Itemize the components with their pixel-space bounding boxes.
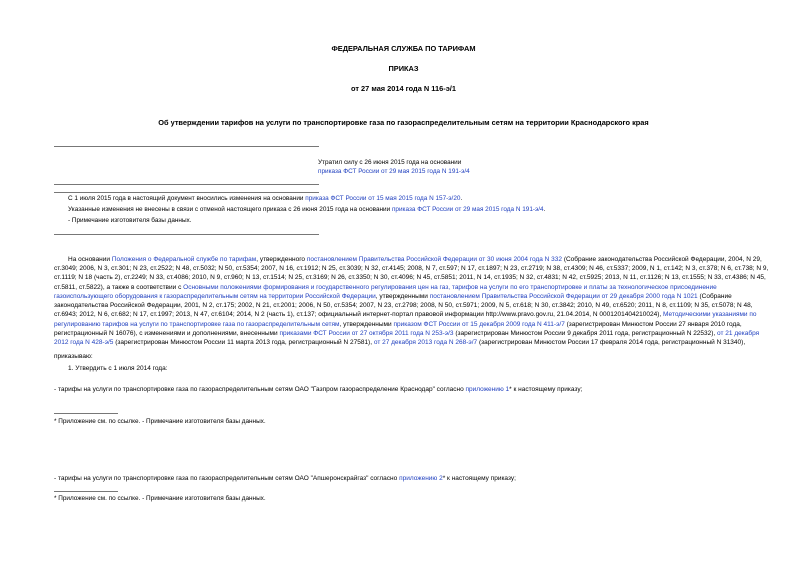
agency-name: ФЕДЕРАЛЬНАЯ СЛУЖБА ПО ТАРИФАМ <box>331 44 476 53</box>
p-text: (Собрание законодательства Российской Федерации, 2004, N 29, ст.3049; 2006, N 3, ст.301; N 23, ст.2522; N 48, ст.5032; N 50, ст.5354; 2007, N 16, ст.1912; N 25, ст.3039; N 32, ст.4145; 2008, N 7, ст.597; N 17, ст.1897; N 23, ст.2719; N 38, ст.4309; N 46, ст.5337; 2009, N 1, ст.142; N 3, ст.378; N 6, ст.738; N 9, ст.1119; N 18 (часть 2), ст.2249; N 33, ст.4086; 2010, N 9, ст.960; N 13, ст.1514; N 25, ст.3169; N 26, ст.3350; N 30, ст.4096; N 45, ст.5851; 2011, N 14, ст.1935; N 32, ст.4831; N 42, ст.5925; 2013, N 11, ст.1126; N 13, ст.1555; N 33, ст.4386; N 45, ст.5811, ст.5822), а также в соответствии с <box>54 256 769 291</box>
p-text: На основании <box>68 256 112 263</box>
link-basic-provisions[interactable]: Основными положениями формирования и государственного регулирования цен на газ, тарифов на услуги по его транспортировке и платы за технологическое присоединение газоиспользующего оборудования к газораспределительным сетям на территории Российской Федерации <box>54 283 717 300</box>
footnote-1: * Приложение см. по ссылке. - Примечание изготовителя базы данных. <box>54 418 266 425</box>
footnote-divider <box>54 491 118 492</box>
tariff-2-end: * к настоящему приказу; <box>442 475 516 482</box>
note1-link[interactable]: приказа ФСТ России от 15 мая 2015 года N 157-э/20 <box>305 195 461 202</box>
tariff-1 <box>54 385 774 394</box>
footnote-divider <box>54 413 118 414</box>
tariff-1-end: * к настоящему приказу; <box>509 386 583 393</box>
tariff-2-text: - тарифы на услуги по транспортировке газа по газораспределительным сетям ОАО "Апшеронскрайгаз" согласно <box>54 475 400 482</box>
p-text: , утвержденного <box>256 256 307 263</box>
link-order-268[interactable]: от 27 декабря 2013 года N 268-э/7 <box>373 338 478 346</box>
p-text: , утвержденными <box>375 292 430 300</box>
divider <box>54 234 319 235</box>
note2-text: Указанные изменения не внесены в связи с отменой настоящего приказа с 26 июня 2015 года на основании <box>68 206 392 214</box>
p-text: , утвержденными <box>339 320 394 328</box>
link-decree-1021[interactable]: постановлением Правительства Российской Федерации от 29 декабря 2000 года N 1021 <box>429 292 698 300</box>
orders-text: приказываю: <box>54 353 93 360</box>
p-text: (Собрание законодательства Российской Федерации, 2001, N 2, ст.175; 2002, N 21, ст.2001; 2006, N 50, ст.5354; 2007, N 23, ст.2798; 2008, N 50, ст.5971; 2009, N 5, ст.618; N 30, ст.3842; 2010, N 49, ст.6520; 2011, N 8, ст.1109; N 35, ст.5078; N 48, ст.6943; 2012, N 6, ст.682; N 17, ст.1997; 2013, N 47, ст.6104; 2014, N 2 (часть 1), ст.137; официальный интернет-портал правовой информации http://www.pravo.gov.ru, 21.04.2014, N 0001201404210024), <box>54 292 753 319</box>
divider <box>54 184 319 185</box>
note2-link[interactable]: приказа ФСТ России от 29 мая 2015 года N 191-э/4 <box>391 206 544 214</box>
note1-text: С 1 июля 2015 года в настоящий документ вносились изменения на основании <box>68 195 306 202</box>
p-text: (зарегистрирован Минюстом России 11 марта 2013 года, регистрационный N 27581), <box>113 338 374 346</box>
p-text: (зарегистрирован Минюстом России 9 декабря 2011 года, регистрационный N 22532), <box>453 329 718 337</box>
link-order-411[interactable]: приказом ФСТ России от 15 декабря 2009 года N 411-э/7 <box>393 320 565 328</box>
lost-force-note <box>318 158 488 176</box>
doc-title: Об утверждении тарифов на услуги по транспортировке газа по газораспределительным сетям на территории Краснодарского края <box>158 118 649 127</box>
tariff-1-text: - тарифы на услуги по транспортировке газа по газораспределительным сетям ОАО "Газпром газораспределение Краснодар" согласно <box>54 386 466 393</box>
link-decree-332[interactable]: постановлением Правительства Российской Федерации от 30 июня 2004 года N 332 <box>306 256 563 263</box>
link-fst-regulation[interactable]: Положения о Федеральной службе по тарифам <box>111 256 257 263</box>
lost-force-link[interactable]: приказа ФСТ России от 29 мая 2015 года N 191-э/4 <box>318 168 470 176</box>
item-1: 1. Утвердить с 1 июля 2014 года: <box>68 365 168 372</box>
link-appendix-2[interactable]: приложению 2 <box>399 475 443 482</box>
lost-force-text: Утратил силу с 26 июня 2015 года на основании <box>318 159 462 166</box>
p-text: (зарегистрирован Минюстом России 17 февраля 2014 года, регистрационный N 31340), <box>477 338 746 346</box>
note2-end: . <box>543 206 546 214</box>
doc-date-number: от 27 мая 2014 года N 116-э/1 <box>351 84 456 93</box>
note3: - Примечание изготовителя базы данных. <box>68 217 192 225</box>
note1-end: . <box>460 195 463 202</box>
divider <box>54 146 319 147</box>
footnote-2: * Приложение см. по ссылке. - Примечание изготовителя базы данных. <box>54 495 266 502</box>
preamble-paragraph <box>54 255 774 347</box>
link-methodical-guidelines[interactable]: Методическими указаниями по регулированию тарифов на услуги по транспортировке газа по газораспределительным сетям <box>54 311 757 328</box>
link-appendix-1[interactable]: приложению 1 <box>465 386 510 393</box>
link-order-253[interactable]: приказами ФСТ России от 27 октября 2011 года N 253-э/3 <box>279 329 454 337</box>
editor-notes <box>54 194 754 225</box>
p-text: (зарегистрирован Минюстом России 27 января 2010 года, регистрационный N 16076), с изменениями и дополнениями, внесенными <box>54 320 742 337</box>
divider <box>54 192 319 193</box>
doc-type: ПРИКАЗ <box>388 64 419 73</box>
tariff-2 <box>54 474 774 483</box>
link-order-428[interactable]: от 21 декабря 2012 года N 428-э/5 <box>54 329 760 346</box>
